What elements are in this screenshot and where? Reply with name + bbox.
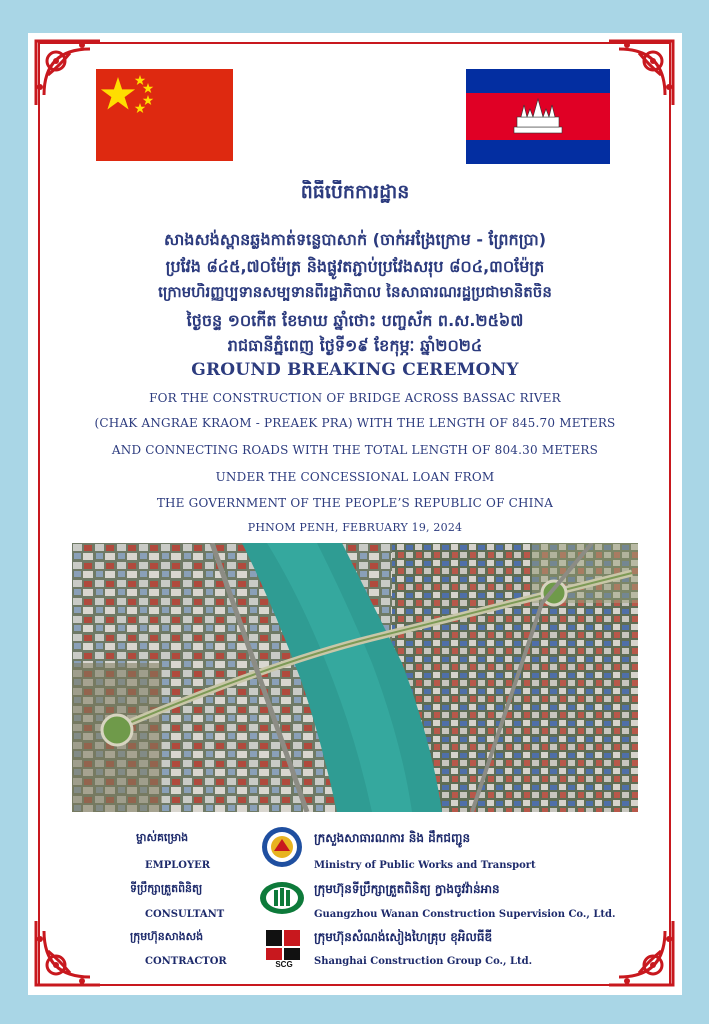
scg-logo [264,928,304,968]
contractor-role-km: ក្រុមហ៊ុនសាងសង់ [130,930,204,943]
english-line-roads: AND CONNECTING ROADS WITH THE TOTAL LENGTH OF 804.30 METERS [111,443,599,457]
corner-ornament-bottom-left [30,913,108,991]
consultant-role-en: CONSULTANT [145,909,225,920]
cambodia-flag [466,69,610,164]
consultant-role-km: ទីប្រឹក្សាត្រួតពិនិត្យ [130,882,203,895]
wanan-logo [259,880,305,916]
khmer-line-loan: ក្រោមហិរញ្ញប្បទានសម្បទានពីរដ្ឋាភិបាល នៃសាធារណរដ្ឋប្រជាមានិតចិន [158,283,552,301]
english-title: GROUND BREAKING CEREMONY [191,360,519,380]
employer-name-en: Ministry of Public Works and Transport [314,860,536,871]
khmer-line-bridge: សាងសង់ស្ពានឆ្លងកាត់ទន្លេបាសាក់ (ចាក់អង្រែក្រោម - ព្រែកប្រា) [163,230,547,249]
bridge-aerial-image [72,543,638,812]
english-line-loan: UNDER THE CONCESSIONAL LOAN FROM [215,470,495,484]
contractor-name-km: ក្រុមហ៊ុនសំណង់សៀងហៃគ្រុប ខុអិលធីឌី [314,930,493,944]
ministry-logo [261,826,303,868]
consultant-name-km: ក្រុមហ៊ុនទីប្រឹក្សាត្រួតពិនិត្យ ក្វាងចូវវ៉ាន់អាន [314,882,500,896]
khmer-line-lunar-date: ថ្ងៃចន្ទ ១០កើត ខែមាឃ ឆ្នាំថោះ បញ្ចស័ក ព.ស.២៥៦៧ [186,311,524,330]
english-line-government: THE GOVERNMENT OF THE PEOPLE’S REPUBLIC OF CHINA [156,496,554,510]
corner-ornament-bottom-right [601,913,679,991]
english-date: PHNOM PENH, FEBRUARY 19, 2024 [247,521,463,534]
contractor-role-en: CONTRACTOR [145,956,227,967]
khmer-title: ពិធីបើកការដ្ឋាន [300,181,410,203]
english-line-bridge: FOR THE CONSTRUCTION OF BRIDGE ACROSS BASSAC RIVER [149,391,561,405]
china-flag [96,69,233,161]
contractor-name-en: Shanghai Construction Group Co., Ltd. [314,956,533,967]
corner-ornament-top-right [601,35,679,113]
khmer-line-length: ប្រវែង ៨៤៥,៧០ម៉ែត្រ និងផ្លូវតភ្ជាប់ប្រវែងសរុប ៨០៤,៣០ម៉ែត្រ [165,257,545,276]
employer-role-km: ម្ចាស់គម្រោង [136,831,189,844]
employer-name-km: ក្រសួងសាធារណការ និង ដឹកជញ្ជូន [314,831,471,845]
scg-logo-text: SCG [275,960,293,968]
khmer-line-place-date: រាជធានីភ្នំពេញ ថ្ងៃទី១៩ ខែកុម្ភៈ ឆ្នាំ២០២៤ [227,336,483,355]
english-line-location: (CHAK ANGRAE KRAOM - PREAEK PRA) WITH THE LENGTH OF 845.70 METERS [94,416,616,430]
employer-role-en: EMPLOYER [145,860,211,871]
consultant-name-en: Guangzhou Wanan Construction Supervision Co., Ltd. [314,909,616,920]
